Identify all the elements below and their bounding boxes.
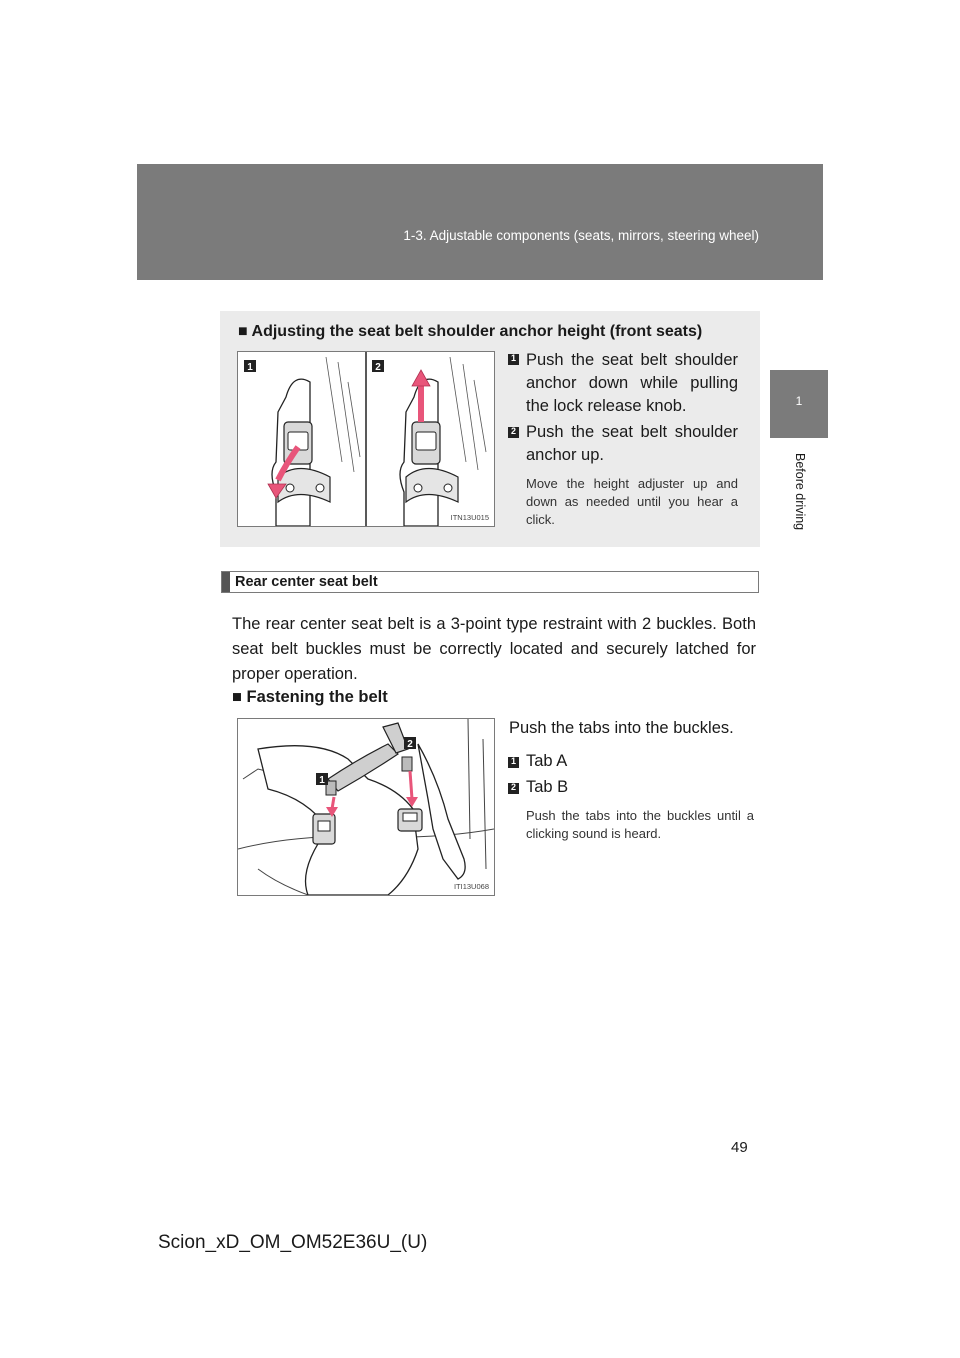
buckle-figure xyxy=(237,718,495,896)
svg-text:2: 2 xyxy=(375,362,381,373)
adjuster-note: Move the height adjuster up and down as needed until you hear a click. xyxy=(526,476,738,527)
tab-a-label: Tab A xyxy=(526,752,568,770)
figure-code: ITI13U068 xyxy=(453,882,489,891)
step-1-text: Push the seat belt shoulder anchor down while pulling the lock release knob. xyxy=(526,351,738,415)
section-heading xyxy=(221,571,759,593)
section-title: 1-3. Adjustable components (seats, mirrors, steering wheel) xyxy=(403,228,759,243)
chapter-tab xyxy=(770,370,828,438)
figure-code: ITN13U015 xyxy=(450,513,489,522)
tab-b-icon: 2 xyxy=(508,783,519,794)
section-heading-bar xyxy=(222,572,230,592)
page-number: 49 xyxy=(731,1139,748,1156)
anchor-illustration xyxy=(238,352,494,526)
anchor-adjust-box xyxy=(220,311,760,547)
fastening-subheading: ■ Fastening the belt xyxy=(232,688,388,706)
buckle-illustration xyxy=(238,719,494,895)
section-heading-text: Rear center seat belt xyxy=(235,574,378,590)
svg-text:1: 1 xyxy=(247,362,253,373)
tab-b-label: Tab B xyxy=(526,778,569,796)
step-2-text: Push the seat belt shoulder anchor up. xyxy=(526,423,738,464)
chapter-number: 1 xyxy=(795,394,803,408)
step-1-icon: 1 xyxy=(508,354,519,365)
step-2-icon: 2 xyxy=(508,427,519,438)
chapter-label: Before driving xyxy=(793,453,807,531)
header-band xyxy=(137,164,823,280)
svg-text:2: 2 xyxy=(407,739,413,750)
click-note: Push the tabs into the buckles until a clicking sound is heard. xyxy=(526,808,754,841)
anchor-figure xyxy=(237,351,495,527)
rear-belt-paragraph: The rear center seat belt is a 3-point type restraint with 2 buckles. Both seat belt buckles must be correctly located and securely latched for proper operation. xyxy=(232,615,756,683)
document-code: Scion_xD_OM_OM52E36U_(U) xyxy=(158,1232,428,1253)
buckle-instruction: Push the tabs into the buckles. xyxy=(509,719,734,737)
tab-a-icon: 1 xyxy=(508,757,519,768)
svg-text:1: 1 xyxy=(319,775,325,786)
box-title: ■ Adjusting the seat belt shoulder anchor height (front seats) xyxy=(238,323,703,340)
